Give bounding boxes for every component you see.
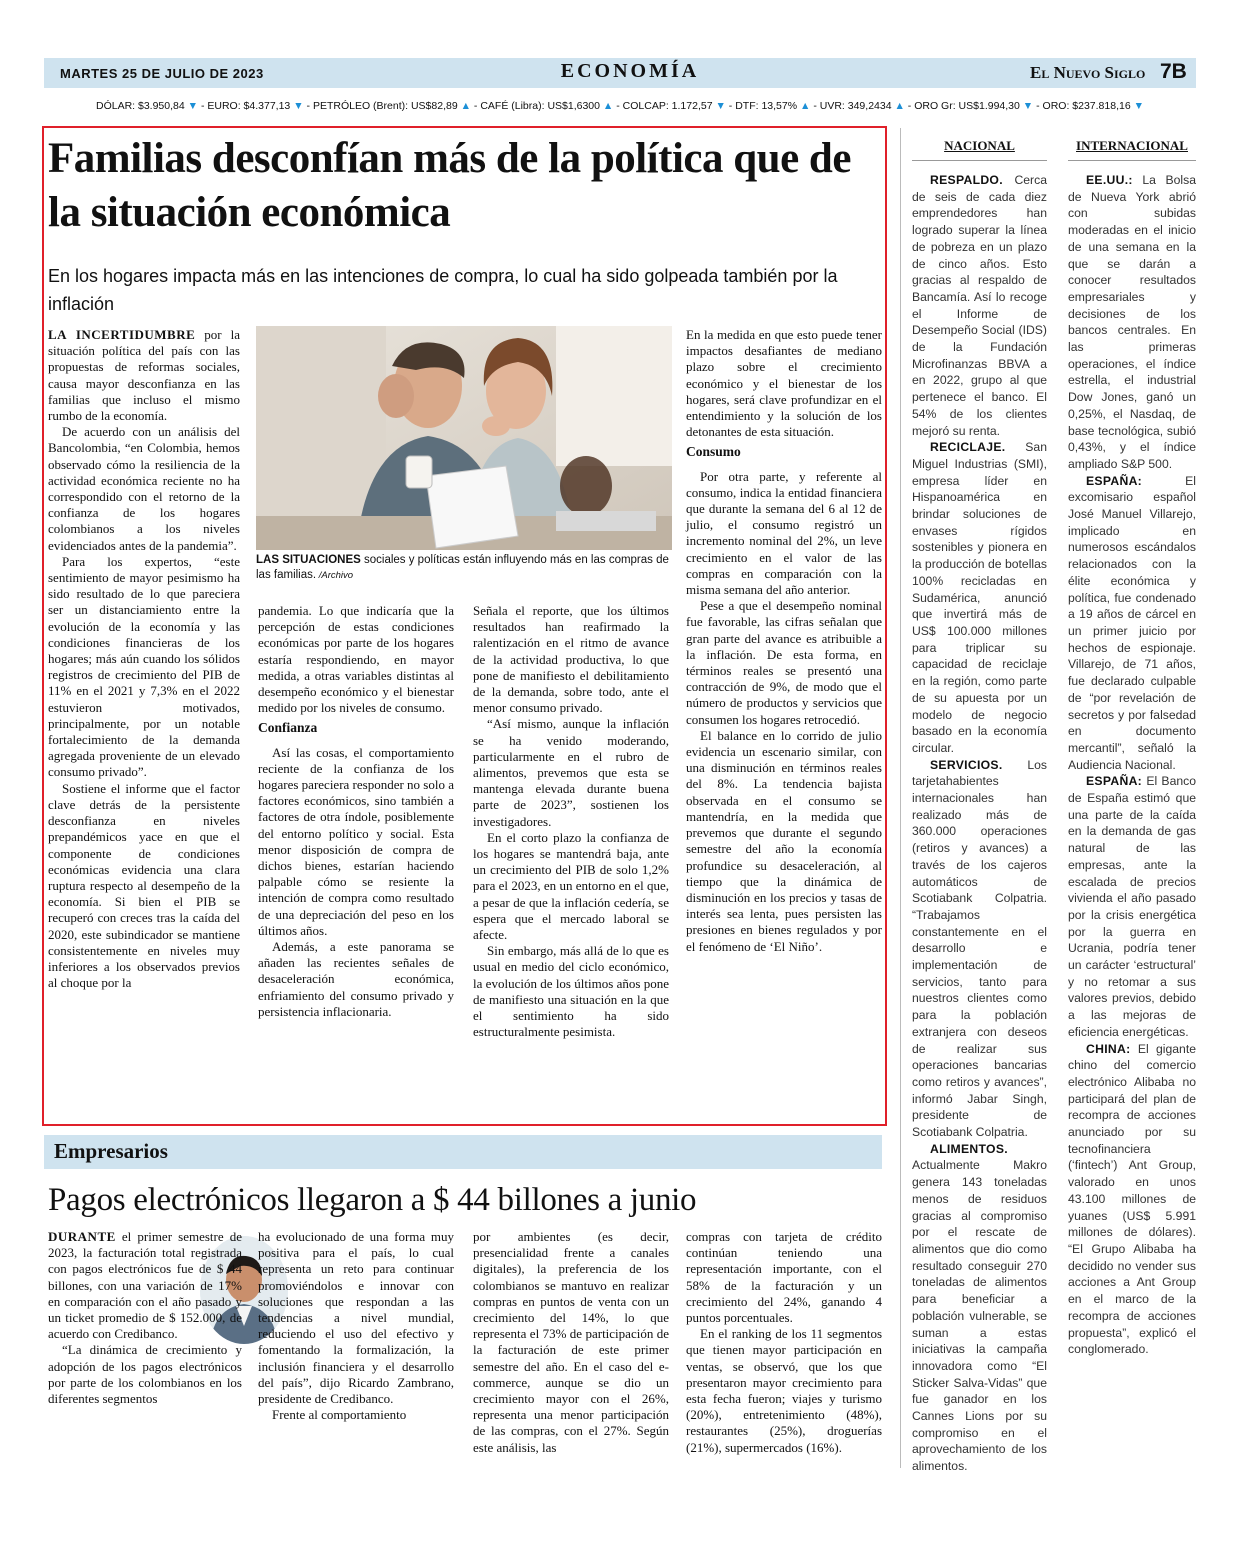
paragraph: [686, 728, 882, 955]
sidebar-divider: [900, 128, 901, 1468]
arrow-up-icon: ▲: [602, 100, 614, 112]
article-column-4: [686, 327, 882, 955]
ticker-item: UVR: 349,2434: [819, 100, 895, 112]
article2-column-3: [473, 1229, 669, 1456]
page-number: 7B: [1160, 60, 1187, 83]
paragraph: [48, 781, 240, 992]
brief-item: [1068, 473, 1196, 774]
arrow-down-icon: ▼: [715, 100, 726, 112]
paragraph-text: pandemia. Lo que indicaría que la percepción de estas condiciones económicas por parte de los hogares estaría respondiendo, en mayor medida, a otras variables distintas al desempeño económico y el bienestar medido por los niveles de consumo.: [258, 603, 454, 716]
brief-text: El gigante chino del comercio electrónico Alibaba no participará del plan de recompra de acciones anunciado por su tecnofinanciera (‘fintech’) Ant Group, valorado en unos 43.100 millones de yuanes (US$ 5.991 millones de dólares). “El Grupo Alibaba ha decidido no vender sus acciones a Ant Group en el marco de la recompra de acciones propuesta”, explicó el conglomerado.: [1068, 1041, 1196, 1357]
ticker-item: EURO: $4.377,13: [207, 100, 294, 112]
paragraph-text: ha evolucionado de una forma muy positiva para el país, lo cual representa un reto para continuar promoviéndolos e innovar con soluciones que respondan a las tendencias a nivel mundial, reduciendo el uso del efectivo y fomentando la formalización, la inclusión financiera y el desarrollo del país”, dijo Ricardo Zambrano, presidente de Credibanco.: [258, 1229, 454, 1407]
paragraph: [258, 745, 454, 939]
paragraph-text: por la situación política del país con las propuestas de reformas sociales, causa mayor desconfianza en las familias que incluso el mismo rumbo de la economía.: [48, 327, 240, 424]
article-photo: [256, 326, 672, 550]
paragraph: [686, 1326, 882, 1456]
paragraph: [686, 1229, 882, 1326]
brief-item: [1068, 1041, 1196, 1358]
arrow-down-icon: ▼: [1022, 100, 1034, 112]
paragraph-text: el primer semestre de 2023, la facturación total registrada con pagos electrónicos fue de $ 44 billones, con una variación de 17% en comparación con el año pasado y un ticket promedio de $ 152.000, de acuerdo con Credibanco.: [48, 1229, 242, 1342]
paragraph-text: Además, a este panorama se añaden las recientes señales de desaceleración económica, enfriamiento del consumo privado y persistencia inflacionaria.: [258, 939, 454, 1019]
nacional-rule: [912, 160, 1047, 161]
caption-lead: LAS SITUACIONES: [256, 554, 361, 566]
nacional-briefs: [912, 172, 1047, 1475]
paragraph-text: compras con tarjeta de crédito continúan teniendo una representación importante, con el 58% de la facturación y un crecimiento del 24%, ganando 4 puntos porcentuales.: [686, 1229, 882, 1326]
paragraph-text: por ambientes (es decir, presencialidad frente a canales digitales), la preferencia de los colombianos se mantuvo en realizar compras en puntos de venta con un crecimiento del 14%, lo que representa el 73% de participación de la facturación de este primer semestre del año. En el caso del e-commerce, aunque se dio un crecimiento mayor con el 26%, representa una menor participación de las compras, con el 27%. Según este análisis, las: [473, 1229, 669, 1455]
paragraph: [258, 603, 454, 716]
paragraph-text: Sostiene el informe que el factor clave detrás de la persistente desconfianza en niveles prepandémicos yace en que el componente de condiciones económicas evidencia una clara ruptura respecto al desempeño de la economía. Si bien el PIB se recuperó con creces tras la caída del 2020, este subindicador se mantiene consistentemente en niveles muy inferiores a los observados previos al choque por la: [48, 780, 240, 991]
nacional-title: NACIONAL: [944, 138, 1015, 153]
brief-text: La Bolsa de Nueva York abrió con subidas moderadas en el inicio de una semana en la que se darán a conocer resultados empresariales y decisiones de los bancos centrales. En las primeras operaciones, el índice estrella, el industrial Dow Jones, ganó un 0,25%, el Nasdaq, de base tecnológica, subió 0,43%, y el índice ampliado S&P 500.: [1068, 173, 1196, 471]
paragraph-text: En el ranking de los 11 segmentos que tienen mayor participación en ventas, se observó, que los que presentaron mayor crecimiento para esta fecha fueron; viajes y turismo (20%), entretenimiento (48%), restaurantes (25%), droguerías (21%), supermercados (16%).: [686, 1326, 882, 1455]
paragraph-text: Pese a que el desempeño nominal fue favorable, las cifras señalan que gran parte del avance es atribuible a la inflación. De esta forma, en términos reales se presentó una contracción de 9%, de modo que el número de productos y servicios que consumen los hogares retrocedió.: [686, 598, 882, 727]
caption-text: sociales y políticas están influyendo más en las compras de las familias.: [256, 554, 669, 581]
ticker-item: DÓLAR: $3.950,84: [95, 100, 188, 112]
paragraph: [48, 327, 240, 424]
lead-in: LA INCERTIDUMBRE: [48, 327, 196, 342]
brief-lead: ESPAÑA:: [1086, 774, 1143, 789]
paragraph-text: Por otra parte, y referente al consumo, indica la entidad financiera que durante la semana del 6 al 12 de julio, el consumo registró un incremento nominal del 2%, un leve crecimiento en el valor de las compras en comparación con la misma semana del año anterior.: [686, 468, 882, 598]
ticker-separator: -: [725, 100, 736, 112]
paragraph: [48, 1342, 242, 1407]
brief-lead: RESPALDO.: [930, 173, 1003, 187]
couple-photo-image: [256, 326, 672, 550]
section-label: Empresarios: [54, 1139, 168, 1163]
ticker-item: CAFÉ (Libra): US$1,6300: [480, 100, 603, 112]
brief-lead: RECICLAJE.: [930, 440, 1006, 455]
paragraph: [473, 716, 669, 829]
brief-text: Actualmente Makro genera 143 toneladas menos de residuos gracias al compromiso por el rescate de alimentos que dio como resultado conseguir 270 toneladas de alimentos para beneficiar a población vulnerable, se suman a estas iniciativas la campaña innovadora como “El Sticker Salva-Vidas” que fue ganador en los Cannes Lions por su compromiso en el aprovechamiento de los alimentos.: [912, 1158, 1047, 1474]
article2-column-1: [48, 1229, 242, 1407]
ticker-separator: -: [303, 100, 313, 112]
ticker-separator: -: [471, 100, 481, 112]
brief-item: [912, 439, 1047, 756]
brief-lead: ALIMENTOS.: [930, 1141, 1008, 1156]
photo-caption: [256, 553, 671, 583]
subheading: Confianza: [258, 720, 318, 736]
article2-column-4: [686, 1229, 882, 1456]
paragraph-text: Sin embargo, más allá de lo que es usual en medio del ciclo económico, la evolución de los últimos años pone de manifiesto una situación en la que el sentimiento ha sido estructuralmente pesimista.: [473, 943, 669, 1040]
paragraph-text: Frente al comportamiento: [272, 1407, 407, 1423]
newspaper-name: El Nuevo Siglo: [1030, 63, 1146, 82]
paragraph: [258, 1229, 454, 1407]
paragraph: [686, 327, 882, 440]
ticker-item: ORO: $237.818,16: [1042, 100, 1134, 112]
paragraph-text: Para los expertos, “este sentimiento de mayor pesimismo ha sido resultado de lo que pareciera ser un distanciamiento entre la evolución de la economía y las condiciones financieras de los hogares; más aún cuando los sólidos registros de crecimiento del PIB de 11% en el 2021 y 7,3% en el 2022 estuvieron motivados, principalmente, por un notable fortalecimiento de la demanda agregada proveniente de un elevado consumo privado”.: [48, 553, 240, 780]
paragraph: [48, 424, 240, 554]
article-column-1: [48, 327, 240, 991]
brief-text: Cerca de seis de cada diez emprendedores han logrado superar la línea de pobreza en un plazo de cinco años. Esto gracias al respaldo de Bancamía. Así lo recoge el Informe de Desempeño Social (IDS) de la Fundación Microfinanzas BBVA a en 2022, grupo al que pertenece el banco. El 54% de los clientes mejoró su renta.: [912, 173, 1047, 438]
paragraph-text: De acuerdo con un análisis del Bancolombia, “en Colombia, hemos observado cómo la resiliencia de la actividad económica reciente no ha correspondido con el retorno de la confianza de los hogares colombianos a los niveles evidenciados antes de la pandemia”.: [48, 424, 240, 553]
internacional-briefs: [1068, 172, 1196, 1358]
brief-item: [1068, 773, 1196, 1040]
paragraph-text: “La dinámica de crecimiento y adopción de los pagos electrónicos por parte de los colombianos en los diferentes segmentos: [48, 1342, 242, 1407]
paragraph: [473, 943, 669, 1040]
brief-text: El excomisario español José Manuel Villarejo, implicado en numerosos escándalos relacionados con la élite económica y política, fue condenado a 19 años de cárcel en un primer juicio por hechos de espionaje. Villarejo, de 71 años, fue declarado culpable de “por revelación de secretos y por falsedad en documento mercantil”, señaló la Audiencia Nacional.: [1068, 473, 1196, 772]
subheading: Consumo: [686, 444, 741, 460]
brief-lead: ESPAÑA:: [1086, 473, 1143, 488]
brief-lead: CHINA:: [1086, 1041, 1131, 1056]
paragraph: [686, 598, 882, 728]
article2-column-2: [258, 1229, 454, 1423]
ticker-separator: -: [904, 100, 915, 112]
caption-credit: /Archivo: [316, 570, 354, 581]
article-subhead: En los hogares impacta más en las intenciones de compra, lo cual ha sido golpeada también por la inflación: [48, 266, 838, 314]
article-column-3: [473, 603, 669, 1040]
paragraph: [258, 1407, 454, 1423]
paragraph: [686, 469, 882, 599]
paragraph: [473, 1229, 669, 1456]
section-title: ECONOMÍA: [560, 60, 700, 82]
paragraph: [48, 1229, 242, 1342]
paragraph: [48, 554, 240, 781]
paragraph-text: El balance en lo corrido de julio evidencia un escenario similar, con una disminución en términos reales del 8%. La tendencia bajista observada en el consumo se mantendría, en la medida que prevemos que durante el segundo semestre del año la economía profundice su desaceleración, al tiempo que la dinámica de disminución en los precios y tasas de interés sea lenta, pues persisten las presiones en bienes regulados y por el fenómeno de ‘El Niño’.: [686, 727, 882, 954]
ticker-separator: -: [613, 100, 623, 112]
ticker-separator: -: [810, 100, 820, 112]
arrow-up-icon: ▲: [894, 100, 905, 112]
brief-text: Los tarjetahabientes internacionales han realizado más de 360.000 operaciones (retiros y avances) a través de los cajeros automáticos de Scotiabank Colpatria. “Trabajamos constantemente en el desarrollo e implementación de servicios, tanto para nuestros clientes como para la población extranjera con deseos de realizar sus operaciones bancarias como retiros y avances”, informó Jabar Singh, presidente de Scotiabank Colpatria.: [912, 757, 1047, 1140]
ticker-item: PETRÓLEO (Brent): US$82,89: [312, 100, 461, 112]
issue-date: MARTES 25 DE JULIO DE 2023: [60, 66, 264, 81]
paragraph: [258, 939, 454, 1020]
ticker-separator: -: [1033, 100, 1043, 112]
brief-text: El Banco de España estimó que una parte de la caída en la demanda de gas natural de las empresas, ante la escalada de precios vivienda el año pasado por la crisis energética por la guerra en Ucrania, podría tener un carácter ‘estructural’ y no retomar a sus valores previos, debido a las mejoras de eficiencia energéticas.: [1068, 774, 1196, 1039]
paragraph: [473, 603, 669, 716]
arrow-down-icon: ▼: [293, 100, 304, 112]
ticker-item: DTF: 13,57%: [735, 100, 800, 112]
paragraph-text: Señala el reporte, que los últimos resultados han reafirmado la ralentización en el ritmo de avance de la actividad productiva, lo que pone de manifiesto el debilitamiento de la demanda, sobre todo, ante el menor consumo privado.: [473, 603, 669, 716]
ticker-item: ORO Gr: US$1.994,30: [914, 100, 1023, 112]
paragraph-text: En el corto plazo la confianza de los hogares se mantendrá baja, ante un crecimiento del PIB de solo 1,2% para el 2023, en un entorno en el que, a pesar de que la inflación cedería, se espera que el mercado laboral se afecte.: [473, 829, 669, 943]
lead-in: DURANTE: [48, 1229, 116, 1244]
brief-text: San Miguel Industrias (SMI), empresa líder en Hispanoamérica en brindar soluciones de envases rígidos sostenibles y pionera en la producción de botellas 100% recicladas en Sudamérica, anunció que invertirá más de US$ 100.000 millones para triplicar su capacidad de reciclaje en la región, como parte de su apuesta por un modelo de negocio basado en la economía circular.: [912, 440, 1047, 755]
section-bar: [44, 1135, 882, 1169]
internacional-title: INTERNACIONAL: [1076, 138, 1188, 153]
article-headline: Familias desconfían más de la política que de la situación económica: [48, 135, 851, 236]
paragraph: [473, 830, 669, 943]
arrow-down-icon: ▼: [1133, 100, 1144, 112]
market-ticker: [60, 100, 1180, 112]
brief-item: [912, 757, 1047, 1141]
brief-item: [912, 1141, 1047, 1475]
arrow-up-icon: ▲: [460, 100, 471, 112]
brief-item: [912, 172, 1047, 439]
ticker-separator: -: [198, 100, 208, 112]
brief-lead: SERVICIOS.: [930, 757, 1003, 772]
article2-headline: Pagos electrónicos llegaron a $ 44 billones a junio: [48, 1182, 697, 1218]
paragraph-text: “Así mismo, aunque la inflación se ha venido moderando, particularmente en el rubro de alimentos, prevemos que esta se mantenga elevada durante buena parte de 2023”, sostienen los investigadores.: [473, 716, 669, 829]
internacional-rule: [1068, 160, 1196, 161]
arrow-down-icon: ▼: [187, 100, 199, 112]
paragraph-text: En la medida en que esto puede tener impactos desafiantes de mediano plazo sobre el crecimiento económico y el bienestar de los hogares, será clave profundizar en el entendimiento y la solución de los detonantes de esta situación.: [686, 327, 882, 440]
paragraph-text: Así las cosas, el comportamiento reciente de la confianza de los hogares pareciera responder no solo a factores económicos, sino también a factores de otra índole, posiblemente del entorno político y social. Esta menor disposición de compra de dichos bienes, estarían haciendo palpable cómo se resiente la intención de compra como resultado de una depreciación del peso en los últimos años.: [258, 744, 454, 938]
brief-lead: EE.UU.:: [1086, 173, 1133, 187]
article-column-2: [258, 603, 454, 1020]
brief-item: [1068, 172, 1196, 473]
ticker-item: COLCAP: 1.172,57: [622, 100, 716, 112]
arrow-up-icon: ▲: [800, 100, 811, 112]
